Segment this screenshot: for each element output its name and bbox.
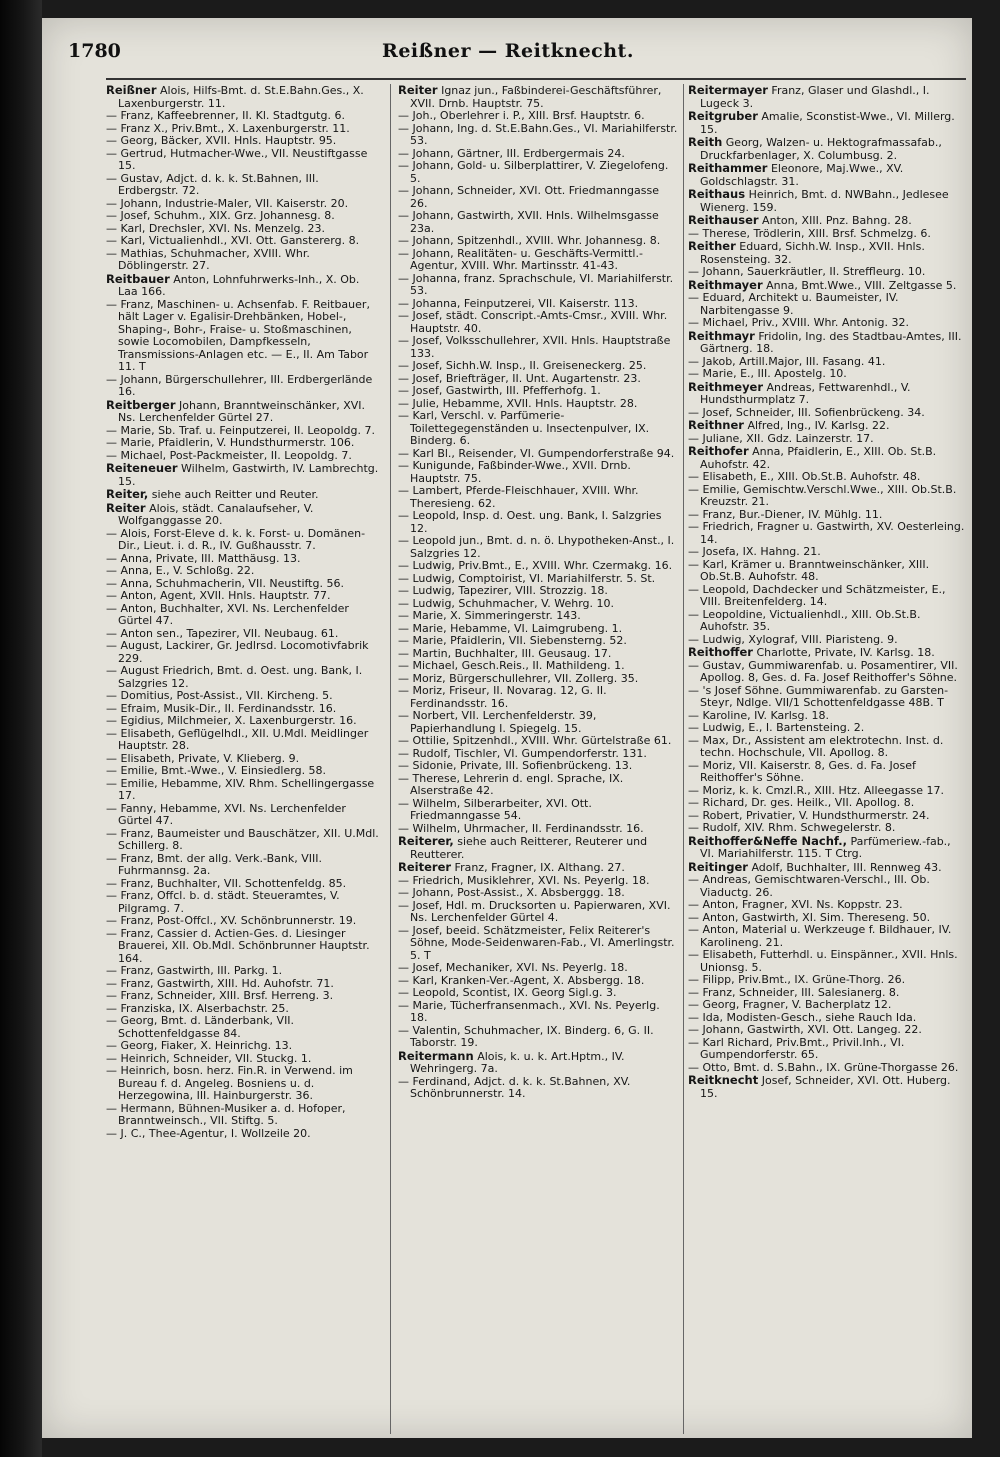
entry-surname: Reitgruber [688,109,758,123]
entry-surname: Reithammer [688,161,768,175]
directory-entry [688,330,966,356]
directory-entry [398,335,678,360]
entry-surname: Reithoffer [688,645,753,659]
entry-text: siehe auch Reitterer, Reuterer und Reutterer. [410,835,648,861]
entry-text: Alfred, Ing., IV. Karlsg. 22. [747,419,890,432]
directory-entry [106,502,382,528]
entry-text: — Karl, Drechsler, XVI. Ns. Menzelg. 23. [106,221,325,235]
entry-text: — Norbert, VII. Lerchenfelderstr. 39, Papierhandlung I. Spiegelg. 15. [398,709,597,735]
entry-text: Eleonore, Maj.Wwe., XV. Goldschlagstr. 31. [700,162,904,188]
entry-text: — Sidonie, Private, III. Sofienbrückeng. 13. [398,759,633,772]
directory-entry [398,410,678,448]
entry-surname: Reiter, [106,487,149,501]
entry-text: — Josef, Schuhm., XIX. Grz. Johannesg. 8. [106,209,335,222]
entry-text: — Franz, Schneider, XIII. Brsf. Herreng. 3. [106,989,334,1002]
entry-surname: Reithmayr [688,328,755,343]
entry-text: Franz, Fragner, IX. Althang. 27. [454,861,625,874]
directory-entry [106,1128,382,1141]
entry-text: — Karl, Krämer u. Branntweinschänker, XIII. Ob.St.B. Auhofstr. 48. [688,557,930,583]
entry-text: — Franz, Bmt. der allg. Verk.-Bank, VIII. Fuhrmannsg. 2a. [106,851,322,877]
entry-text: — Josefa, IX. Hahng. 21. [688,545,821,558]
entry-text: Anna, Bmt.Wwe., VIII. Zeltgasse 5. [766,278,957,292]
entry-text: — Michael, Gesch.Reis., II. Mathildeng. 1. [398,659,625,672]
directory-entry [106,778,382,803]
directory-entry [106,248,382,273]
entry-text: — Josef, Volksschullehrer, XVII. Hnls. Hauptstraße 133. [398,334,671,360]
page-number: 1780 [68,40,121,62]
entry-text: — Johann, Gärtner, III. Erdbergermais 24. [398,146,625,160]
directory-entry [106,1015,382,1040]
directory-entry [106,84,382,110]
directory-entry [688,660,966,685]
entry-text: — Josef, Gastwirth, III. Pfefferhofg. 1. [398,384,601,397]
directory-entry [398,900,678,925]
directory-entry [398,835,678,861]
entry-text: — Mathias, Schuhmacher, XVIII. Whr. Döblingerstr. 27. [106,246,310,272]
entry-text: — Marie, E., III. Apostelg. 10. [688,367,847,380]
entry-text: Eduard, Sichh.W. Insp., XVII. Hnls. Rosensteing. 32. [700,240,925,266]
entry-text: — Franz, Maschinen- u. Achsenfab. F. Reitbauer, hält Lager v. Egalisir-Drehbänken, Hobel-, Shaping-, Bohr-, Fraise- u. Stoßmaschinen, sowie Locomobilen, Dampfkesseln, Transmissions-Anlagen etc. — E., II. Am Tabor 11. T [106,297,370,373]
entry-text: — Georg, Bmt. d. Länderbank, VII. Schottenfeldgasse 84. [106,1014,295,1040]
column-divider [683,84,684,1434]
running-title: Reißner — Reitknecht. [382,40,634,62]
entry-text: — Gustav, Gummiwarenfab. u. Posamentirer, VII. Apollog. 8, Ges. d. Fa. Josef Reithoffer's Söhne. [688,658,958,684]
entry-text: — Ludwig, Comptoirist, VI. Mariahilferstr. 5. St. [398,571,656,585]
entry-text: — Marie, X. Simmeringerstr. 143. [398,609,581,622]
directory-entry [398,485,678,510]
directory-entry [688,521,966,546]
entry-text: — Johann, Post-Assist., X. Absberggg. 18. [398,886,625,899]
directory-entry [398,535,678,560]
directory-entry [688,735,966,760]
directory-entry [688,559,966,584]
directory-entry [398,925,678,963]
entry-text: — Marie, Sb. Traf. u. Feinputzerei, II. Leopoldg. 7. [106,423,375,437]
directory-entry [106,853,382,878]
entry-text: — Johann, Schneider, XVI. Ott. Friedmanngasse 26. [398,184,659,210]
directory-entry [688,835,966,861]
entry-text: — Leopold, Dachdecker und Schätzmeister, E., VIII. Breitenfelderg. 14. [688,582,946,608]
entry-text: — Michael, Post-Packmeister, II. Leopoldg. 7. [106,448,352,462]
entry-text: — Julie, Hebamme, XVII. Hnls. Hauptstr. 28. [398,396,638,410]
directory-entry [398,248,678,273]
entry-text: — August, Lackirer, Gr. Jedlrsd. Locomotivfabrik 229. [106,639,369,665]
directory-entry [398,1025,678,1050]
entry-surname: Reithofer [688,444,749,458]
entry-text: — Karoline, IV. Karlsg. 18. [688,708,829,722]
directory-entry [398,1000,678,1025]
directory-entry [106,148,382,173]
directory-entry [688,110,966,136]
entry-text: — Ida, Modisten-Gesch., siehe Rauch Ida. [688,1010,917,1024]
entry-text: Anton, XIII. Pnz. Bahng. 28. [762,214,912,227]
entry-text: — Emilie, Hebamme, XIV. Rhm. Schellingergasse 17. [106,776,375,802]
entry-text: Amalie, Sconstist-Wwe., VI. Millerg. 15. [700,110,955,136]
directory-entry [688,874,966,899]
directory-entry [398,273,678,298]
entry-text: Georg, Walzen- u. Hektografmassafab., Druckfarbenlager, X. Columbusg. 2. [700,136,942,162]
directory-entry [688,484,966,509]
directory-entry [688,1074,966,1100]
directory-entry [106,273,382,299]
entry-surname: Reithmeyer [688,379,764,394]
entry-text: — Elisabeth, Geflügelhdl., XII. U.Mdl. Meidlinger Hauptstr. 28. [106,726,369,752]
directory-entry [688,292,966,317]
entry-text: — Karl Richard, Priv.Bmt., Privil.Inh., VI. Gumpendorferstr. 65. [688,1035,905,1061]
entry-text: — Franz, Gastwirth, XIII. Hd. Auhofstr. 71. [106,976,334,990]
entry-text: siehe auch Reitter und Reuter. [151,488,319,501]
entry-text: — Eduard, Architekt u. Baumeister, IV. Narbitengasse 9. [688,291,899,317]
directory-entry [688,188,966,214]
directory-entry [688,861,966,875]
entry-text: — Domitius, Post-Assist., VII. Kircheng. 5. [106,689,333,702]
entry-text: — Therese, Lehrerin d. engl. Sprache, IX. Alserstraße 42. [398,771,624,797]
directory-entry [398,861,678,875]
directory-entry [398,210,678,235]
entry-text: Fridolin, Ing. des Stadtbau-Amtes, III. Gärtnerg. 18. [700,329,962,355]
entry-text: — August Friedrich, Bmt. d. Oest. ung. Bank, I. Salzgries 12. [106,664,363,690]
entry-text: — Hermann, Bühnen-Musiker a. d. Hofoper, Branntweinsch., VII. Stiftg. 5. [106,1101,346,1127]
entry-text: Alois, k. u. k. Art.Hptm., IV. Wehringerg. 7a. [410,1049,625,1075]
entry-text: — Lambert, Pferde-Fleischhauer, XVIII. Whr. Theresieng. 62. [398,484,639,510]
entry-text: — Otto, Bmt. d. S.Bahn., IX. Grüne-Thorgasse 26. [688,1060,959,1074]
directory-entry [398,1076,678,1101]
entry-surname: Reithoffer&Neffe Nachf., [688,833,848,848]
entry-text: — 's Josef Söhne. Gummiwarenfab. zu Garsten-Steyr, Ndlge. VII/1 Schottenfeldgasse 48B. T [688,683,949,709]
entry-text: — Franz, Bur.-Diener, IV. Mühlg. 11. [688,507,883,521]
entry-text: — Josef, beeid. Schätzmeister, Felix Reiterer's Söhne, Mode-Seidenwaren-Fab., VI. Amerlingstr. 5. T [398,923,675,962]
entry-text: — Valentin, Schuhmacher, IX. Binderg. 6, G. II. Taborstr. 19. [398,1023,654,1049]
entry-surname: Reitberger [106,397,176,412]
entry-text: — Josef, Briefträger, II. Unt. Augartenstr. 23. [398,371,641,385]
entry-surname: Reithmayer [688,277,763,292]
directory-entry [688,279,966,293]
entry-text: — Gertrud, Hutmacher-Wwe., VII. Neustiftgasse 15. [106,146,368,172]
entry-surname: Reitbauer [106,271,170,286]
entry-surname: Reiter [106,500,146,515]
entry-text: — Anton, Material u. Werkzeuge f. Bildhauer, IV. Karolineng. 21. [688,923,952,949]
entry-text: — Johann, Gastwirth, XVII. Hnls. Wilhelmsgasse 23a. [398,209,659,235]
entry-text: — Johann, Gold- u. Silberplattirer, V. Ziegelofeng. 5. [398,159,669,185]
directory-entry [106,890,382,915]
entry-text: — Martin, Buchhalter, III. Geusaug. 17. [398,646,612,660]
entry-text: — Therese, Trödlerin, XIII. Brsf. Schmelzg. 6. [688,226,931,240]
entry-text: — Leopoldine, Victualienhdl., XIII. Ob.St.B. Auhofstr. 35. [688,607,921,633]
entry-text: — Marie, Tücherfransenmach., XVI. Ns. Peyerlg. 18. [398,998,660,1024]
directory-column-1 [106,84,382,1434]
entry-surname: Reithauser [688,213,759,227]
directory-entry [106,299,382,374]
directory-entry [688,584,966,609]
header-rule [106,78,966,80]
entry-text: — Friedrich, Fragner u. Gastwirth, XV. Oesterleing. 14. [688,520,965,546]
directory-entry [688,419,966,433]
entry-text: — Anton, Fragner, XVI. Ns. Koppstr. 23. [688,898,903,911]
entry-surname: Reithaus [688,187,746,201]
entry-text: — Karl, Victualienhdl., XVI. Ott. Ganstererg. 8. [106,234,360,247]
directory-entry [688,646,966,660]
directory-column-3 [688,84,966,1434]
entry-text: — Fanny, Hebamme, XVI. Ns. Lerchenfelder Gürtel 47. [106,801,346,827]
entry-surname: Reitermayer [688,84,768,97]
directory-entry [398,160,678,185]
directory-entry [398,123,678,148]
entry-text: — Leopold, Scontist, IX. Georg Sigl.g. 3. [398,986,617,999]
entry-text: — Josef, Mechaniker, XVI. Ns. Peyerlg. 18. [398,961,628,974]
entry-text: — Egidius, Milchmeier, X. Laxenburgerstr. 16. [106,714,357,727]
entry-text: — Marie, Pfaidlerin, VII. Siebensterng. 52. [398,634,627,647]
directory-entry [688,381,966,407]
directory-entry [106,399,382,425]
entry-text: — Juliane, XII. Gdz. Lainzerstr. 17. [688,431,874,445]
entry-surname: Reith [688,135,723,149]
column-divider [390,84,391,1434]
entry-text: Ignaz jun., Faßbinderei-Geschäftsführer, XVII. Drnb. Hauptstr. 75. [410,84,662,110]
entry-text: Anton, Lohnfuhrwerks-Inh., X. Ob. Laa 166. [118,272,360,298]
entry-surname: Reiterer [398,860,452,874]
entry-text: — Georg, Fragner, V. Bacherplatz 12. [688,998,892,1011]
entry-text: — Moriz, Friseur, II. Novarag. 12, G. II. Ferdinandsstr. 16. [398,684,607,710]
entry-text: — Franz, Schneider, III. Salesianerg. 8. [688,985,900,999]
entry-text: — Rudolf, Tischler, VI. Gumpendorferstr. 131. [398,746,647,760]
directory-entry [398,185,678,210]
entry-text: Heinrich, Bmt. d. NWBahn., Jedlesee Wienerg. 159. [700,188,949,214]
entry-text: — Anna, Schuhmacherin, VII. Neustiftg. 56. [106,576,344,590]
entry-text: — Anna, Private, III. Matthäusg. 13. [106,551,301,565]
entry-text: — Georg, Fiaker, X. Heinrichg. 13. [106,1039,293,1052]
entry-text: — Ludwig, Schuhmacher, V. Wehrg. 10. [398,596,614,610]
entry-text: — Joh., Oberlehrer i. P., XIII. Brsf. Hauptstr. 6. [398,109,645,122]
entry-surname: Reiter [398,84,438,97]
entry-text: Alois, städt. Canalaufseher, V. Wolfganggasse 20. [118,501,314,527]
entry-text: — Andreas, Gemischtwaren-Verschl., III. Ob. Viaductg. 26. [688,873,930,899]
directory-entry [398,1050,678,1076]
entry-text: — Anna, E., V. Schloßg. 22. [106,564,255,577]
entry-text: — Elisabeth, Futterhdl. u. Einspänner., XVII. Hnls. Unionsg. 5. [688,948,958,974]
entry-text: — Emilie, Bmt.-Wwe., V. Einsiedlerg. 58. [106,764,327,777]
entry-text: — Johann, Spitzenhdl., XVIII. Whr. Johannesg. 8. [398,234,661,247]
directory-entry [106,488,382,502]
entry-text: — Robert, Privatier, V. Hundsthurmerstr. 24. [688,808,930,822]
entry-text: — Anton, Gastwirth, XI. Sim. Thereseng. 50. [688,910,931,924]
entry-text: Adolf, Buchhalter, III. Rennweg 43. [751,860,942,874]
directory-entry [106,928,382,966]
directory-entry [106,665,382,690]
directory-entry [106,728,382,753]
directory-entry [688,445,966,471]
entry-text: — Johanna, Feinputzerei, VII. Kaiserstr. 113. [398,296,639,310]
entry-text: — Josef, Hdl. m. Drucksorten u. Papierwaren, XVI. Ns. Lerchenfelder Gürtel 4. [398,898,671,924]
entry-text: — Johann, Ing. d. St.E.Bahn.Ges., VI. Mariahilferstr. 53. [398,121,678,147]
entry-text: — Johann, Sauerkräutler, II. Streffleurg. 10. [688,265,926,278]
entry-text: — Moriz, k. k. Cmzl.R., XIII. Htz. Alleegasse 17. [688,783,944,797]
entry-text: — Anton, Agent, XVII. Hnls. Hauptstr. 77. [106,589,331,602]
entry-text: — Elisabeth, E., XIII. Ob.St.B. Auhofstr. 48. [688,470,921,483]
directory-entry [106,1103,382,1128]
entry-surname: Reitermann [398,1048,474,1063]
directory-entry [398,710,678,735]
entry-text: — Anton, Buchhalter, XVI. Ns. Lerchenfelder Gürtel 47. [106,601,349,627]
directory-entry [106,374,382,399]
entry-text: — Richard, Dr. ges. Heilk., VII. Apollog. 8. [688,796,915,809]
entry-text: — Gustav, Adjct. d. k. k. St.Bahnen, III. Erdbergstr. 72. [106,171,319,197]
directory-entry [688,214,966,228]
entry-text: — Friedrich, Musiklehrer, XVI. Ns. Peyerlg. 18. [398,873,650,887]
entry-text: — Ludwig, Priv.Bmt., E., XVIII. Whr. Czermakg. 16. [398,559,673,572]
entry-text: Charlotte, Private, IV. Karlsg. 18. [756,646,935,659]
entry-text: — Ferdinand, Adjct. d. k. k. St.Bahnen, XV. Schönbrunnerstr. 14. [398,1074,631,1100]
directory-entry [106,603,382,628]
entry-text: — Franz, Baumeister und Bauschätzer, XII. U.Mdl. Schillerg. 8. [106,826,379,852]
entry-text: — Wilhelm, Silberarbeiter, XVI. Ott. Friedmanngasse 54. [398,796,592,822]
entry-text: — Georg, Bäcker, XVII. Hnls. Hauptstr. 95. [106,134,337,147]
entry-surname: Reitknecht [688,1073,759,1087]
directory-entry [688,760,966,785]
entry-text: Franz, Glaser und Glashdl., I. Lugeck 3. [700,84,930,110]
directory-entry [688,240,966,266]
entry-text: — Johann, Industrie-Maler, VII. Kaiserstr. 20. [106,196,349,210]
entry-text: — Michael, Priv., XVIII. Whr. Antonig. 32. [688,316,909,329]
entry-text: — Franz, Post-Offcl., XV. Schönbrunnerstr. 19. [106,914,357,927]
directory-entry [106,528,382,553]
entry-text: — Marie, Hebamme, VI. Laimgrubeng. 1. [398,621,623,635]
entry-text: — Ludwig, Tapezirer, VIII. Strozzig. 18. [398,584,608,597]
entry-text: — Moriz, Bürgerschullehrer, VII. Zollerg. 35. [398,671,639,685]
entry-text: — Josef, Sichh.W. Insp., II. Greiseneckerg. 25. [398,359,647,372]
directory-entry [398,84,678,110]
entry-text: — J. C., Thee-Agentur, I. Wollzeile 20. [106,1126,311,1140]
entry-text: — Filipp, Priv.Bmt., IX. Grüne-Thorg. 26. [688,973,906,986]
directory-entry [688,1037,966,1062]
entry-text: Andreas, Fettwarenhdl., V. Hundsthurmplatz 7. [700,380,911,406]
entry-text: Josef, Schneider, XVI. Ott. Huberg. 15. [700,1074,951,1100]
entry-text: — Josef, Schneider, III. Sofienbrückeng. 34. [688,405,925,419]
entry-surname: Reithner [688,418,744,432]
entry-text: — Leopold jun., Bmt. d. n. ö. Lhypotheken-Anst., I. Salzgries 12. [398,534,675,560]
entry-text: Alois, Hilfs-Bmt. d. St.E.Bahn.Ges., X. Laxenburgerstr. 11. [118,84,364,110]
entry-text: — Franziska, IX. Alserbachstr. 25. [106,1001,289,1015]
entry-text: — Franz, Kaffeebrenner, II. Kl. Stadtgutg. 6. [106,109,345,122]
entry-text: — Kunigunde, Faßbinder-Wwe., XVII. Drnb. Hauptstr. 75. [398,459,631,485]
directory-entry [688,162,966,188]
entry-text: — Johann, Bürgerschullehrer, III. Erdbergerlände 16. [106,372,373,398]
directory-entry [106,640,382,665]
entry-text: — Anton sen., Tapezirer, VII. Neubaug. 61. [106,626,339,640]
entry-text: — Ludwig, Xylograf, VIII. Piaristeng. 9. [688,632,898,646]
entry-text: — Johann, Gastwirth, XVI. Ott. Langeg. 22. [688,1023,922,1036]
directory-entry [106,462,382,488]
entry-text: — Leopold, Insp. d. Oest. ung. Bank, I. Salzgries 12. [398,509,662,535]
entry-text: — Johann, Realitäten- u. Geschäfts-Vermittl.-Agentur, XVIII. Whr. Martinsstr. 41-43. [398,246,643,272]
entry-text: — Max, Dr., Assistent am elektrotechn. Inst. d. techn. Hochschule, VII. Apollog. 8. [688,733,944,759]
entry-text: — Ludwig, E., I. Bartensteing. 2. [688,721,865,734]
directory-entry [398,773,678,798]
directory-entry [398,798,678,823]
entry-text: — Emilie, Gemischtw.Verschl.Wwe., XIII. Ob.St.B. Kreuzstr. 21. [688,482,957,508]
entry-surname: Reißner [106,84,157,97]
entry-text: — Franz, Buchhalter, VII. Schottenfeldg. 85. [106,876,347,890]
entry-text: — Ottilie, Spitzenhdl., XVIII. Whr. Gürtelstraße 61. [398,734,672,747]
entry-surname: Reiteneuer [106,461,178,475]
entry-text: — Efraim, Musik-Dir., II. Ferdinandsstr. 16. [106,701,337,715]
directory-entry [106,173,382,198]
directory-entry [106,803,382,828]
entry-text: Wilhelm, Gastwirth, IV. Lambrechtg. 15. [118,462,379,488]
entry-text: — Heinrich, bosn. herz. Fin.R. in Verwend. im Bureau f. d. Angeleg. Bosniens u. d. Herzegowina, III. Hainburgerstr. 36. [106,1064,353,1102]
entry-text: — Jakob, Artill.Major, III. Fasang. 41. [688,354,886,368]
directory-entry [688,84,966,110]
entry-text: — Johanna, franz. Sprachschule, VI. Mariahilferstr. 53. [398,271,674,297]
entry-text: — Franz, Gastwirth, III. Parkg. 1. [106,964,283,977]
entry-text: — Alois, Forst-Eleve d. k. k. Forst- u. Domänen-Dir., Lieut. i. d. R., IV. Gußhausstr. 7. [106,526,366,552]
directory-entry [398,310,678,335]
directory-entry [688,924,966,949]
directory-entry [106,1065,382,1103]
directory-entry [688,949,966,974]
directory-column-2 [398,84,678,1434]
directory-entry [398,685,678,710]
entry-text: — Rudolf, XIV. Rhm. Schwegelerstr. 8. [688,821,896,834]
entry-text: — Heinrich, Schneider, VII. Stuckg. 1. [106,1051,312,1065]
directory-entry [688,685,966,710]
entry-surname: Reitinger [688,859,748,874]
page-header [68,40,948,70]
directory-entry [106,828,382,853]
entry-text: — Marie, Pfaidlerin, V. Hundsthurmerstr. 106. [106,436,355,449]
entry-text: — Elisabeth, Private, V. Klieberg. 9. [106,751,300,765]
directory-entry [398,510,678,535]
entry-text: Parfümeriew.-fab., VI. Mariahilferstr. 115. T Ctrg. [700,834,951,860]
directory-entry [688,136,966,162]
entry-text: — Franz X., Priv.Bmt., X. Laxenburgerstr. 11. [106,121,350,135]
entry-text: — Franz, Offcl. b. d. städt. Steueramtes, V. Pilgramg. 7. [106,889,340,915]
entry-text: — Moriz, VII. Kaiserstr. 8, Ges. d. Fa. Josef Reithoffer's Söhne. [688,758,916,784]
directory-entry [398,460,678,485]
entry-text: — Karl Bl., Reisender, VI. Gumpendorferstraße 94. [398,446,675,460]
entry-text: — Franz, Cassier d. Actien-Ges. d. Liesinger Brauerei, XII. Ob.Mdl. Schönbrunner Hauptstr. 164. [106,926,370,965]
entry-text: — Karl, Kranken-Ver.-Agent, X. Absbergg. 18. [398,973,645,987]
entry-text: — Josef, städt. Conscript.-Amts-Cmsr., XVIII. Whr. Hauptstr. 40. [398,309,668,335]
entry-text: — Karl, Verschl. v. Parfümerie-Toilettegegenständen u. Insectenpulver, IX. Binderg. 6. [398,409,650,447]
entry-text: Anna, Pfaidlerin, E., XIII. Ob. St.B. Auhofstr. 42. [700,445,937,471]
book-gutter-edge [0,0,42,1457]
entry-surname: Reiterer, [398,834,454,848]
directory-entry [688,609,966,634]
entry-surname: Reither [688,239,736,253]
entry-text: Johann, Branntweinschänker, XVI. Ns. Lerchenfelder Gürtel 27. [118,398,366,424]
entry-text: — Wilhelm, Uhrmacher, II. Ferdinandsstr. 16. [398,821,644,835]
